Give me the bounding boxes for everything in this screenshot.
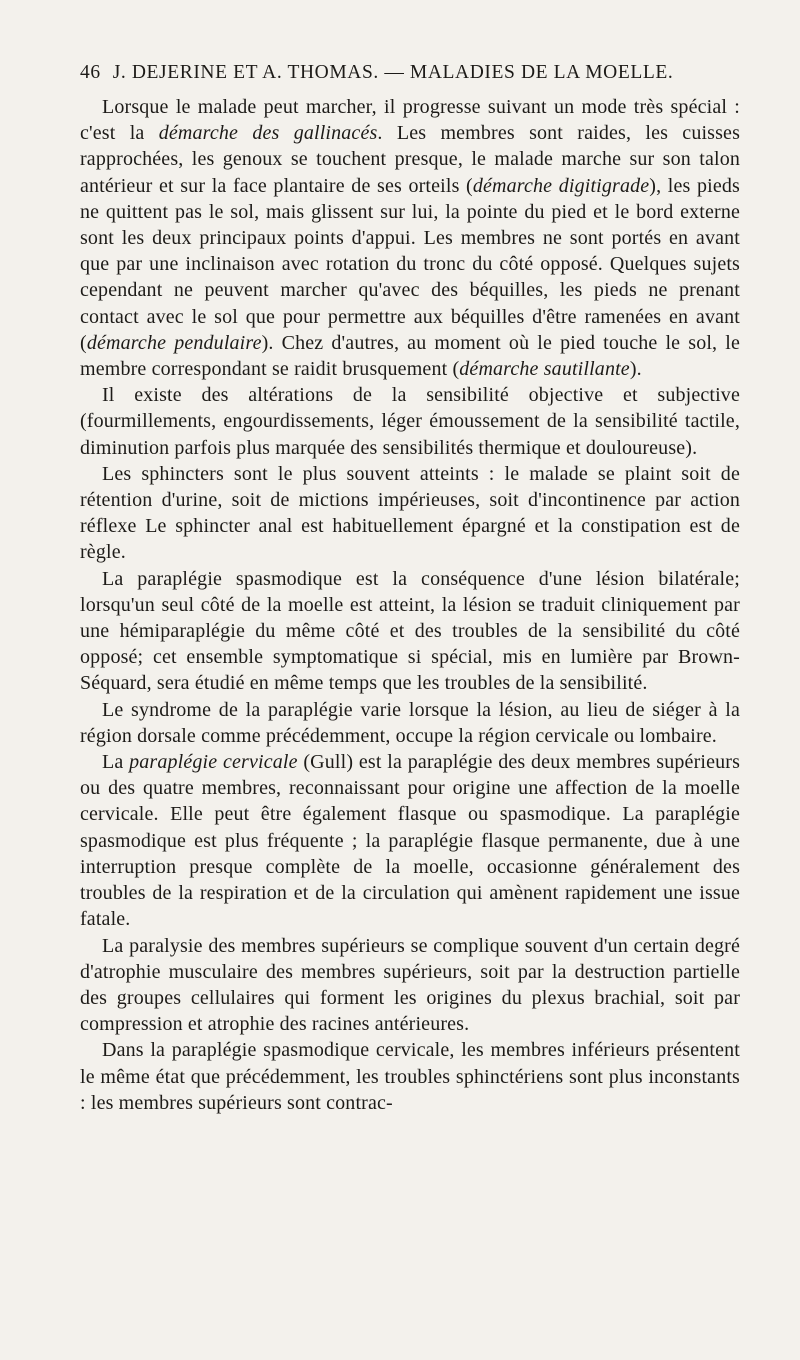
text-run: (Gull) est la paraplégie des deux membres supérieurs ou des quatre membres, reconnaissant pour origine une affection de la moelle cervicale. Elle peut être également flasque ou spasmodique. La paraplégie spasmodique est plus fréquente ; la paraplégie flasque permanente, due à une interruption presque complète de la moelle, occasionne généralement des troubles de la respiration et de la circulation qui amènent rapidement une issue fatale. bbox=[80, 751, 741, 931]
running-head bbox=[80, 62, 740, 84]
paragraph-cervical-paraplegia bbox=[80, 749, 740, 932]
book-page bbox=[80, 62, 740, 1116]
text-run: Lorsque le malade peut marcher, il progresse suivant un mode très spécial : c'est la bbox=[80, 96, 740, 145]
italic-term: paraplégie cervicale bbox=[129, 751, 298, 774]
running-title: J. DEJERINE ET A. THOMAS. — MALADIES DE LA MOELLE. bbox=[112, 62, 674, 83]
paragraph-gait bbox=[80, 94, 740, 382]
paragraph-sensibility: Il existe des altérations de la sensibilité objective et subjective (fourmillements, engourdissements, léger émoussement de la sensibilité tactile, diminution parfois plus marquée des sensibilités thermique et douloureuse). bbox=[80, 384, 740, 459]
italic-term: démarche pendulaire bbox=[86, 331, 262, 354]
page-number: 46 bbox=[80, 62, 101, 83]
text-run: ). bbox=[629, 358, 642, 381]
paragraph-syndrome-variation: Le syndrome de la paraplégie varie lorsque la lésion, au lieu de siéger à la région dorsale comme précédemment, occupe la région cervicale ou lombaire. bbox=[80, 698, 740, 747]
italic-term: démarche sautillante bbox=[459, 358, 630, 381]
body-text bbox=[80, 94, 740, 1116]
paragraph-spasmodic-cervical: Dans la paraplégie spasmodique cervicale, les membres inférieurs présentent le même état que précédemment, les troubles sphinctériens sont plus inconstants : les membres supérieurs sont contrac- bbox=[80, 1039, 740, 1114]
italic-term: démarche des gallinacés bbox=[158, 122, 378, 145]
paragraph-bilateral-lesion: La paraplégie spasmodique est la conséquence d'une lésion bilatérale; lorsqu'un seul côté de la moelle est atteint, la lésion se traduit cliniquement par une hémiparaplégie du même côté et des troubles de la sensibilité du côté opposé; cet ensemble symptomatique si spécial, mis en lumière par Brown-Séquard, sera étudié en même temps que les troubles de la sensibilité. bbox=[80, 567, 740, 695]
paragraph-sphincters: Les sphincters sont le plus souvent atteints : le malade se plaint soit de rétention d'urine, soit de mictions impérieuses, soit d'incontinence par action réflexe Le sphincter anal est habituellement épargné et la constipation est de règle. bbox=[80, 462, 740, 564]
text-run: . Les membres sont raides, les cuisses rapprochées, les genoux se touchent presque, le malade marche sur son talon antérieur et sur la face plantaire de ses orteils ( bbox=[80, 122, 741, 197]
text-run: ), les pieds ne quittent pas le sol, mais glissent sur lui, la pointe du pied et le bord externe sont les deux principaux points d'appui. Les membres ne sont portés en avant que par une inclinaison avec rotation du tronc du côté opposé. Quelques sujets cependant ne peuvent marcher qu'avec des béquilles, les pieds ne prenant contact avec le sol que pour permettre aux béquilles d'être ramenées en avant ( bbox=[80, 174, 740, 354]
paragraph-upper-limb-paralysis: La paralysie des membres supérieurs se complique souvent d'un certain degré d'atrophie musculaire des membres supérieurs, soit par la destruction partielle des groupes cellulaires qui forment les origines du plexus brachial, soit par compression et atrophie des racines antérieures. bbox=[80, 934, 740, 1036]
text-run: ). Chez d'autres, au moment où le pied touche le sol, le membre correspondant se raidit brusquement ( bbox=[80, 331, 740, 381]
italic-term: démarche digitigrade bbox=[472, 174, 650, 197]
text-run: La bbox=[102, 751, 130, 774]
